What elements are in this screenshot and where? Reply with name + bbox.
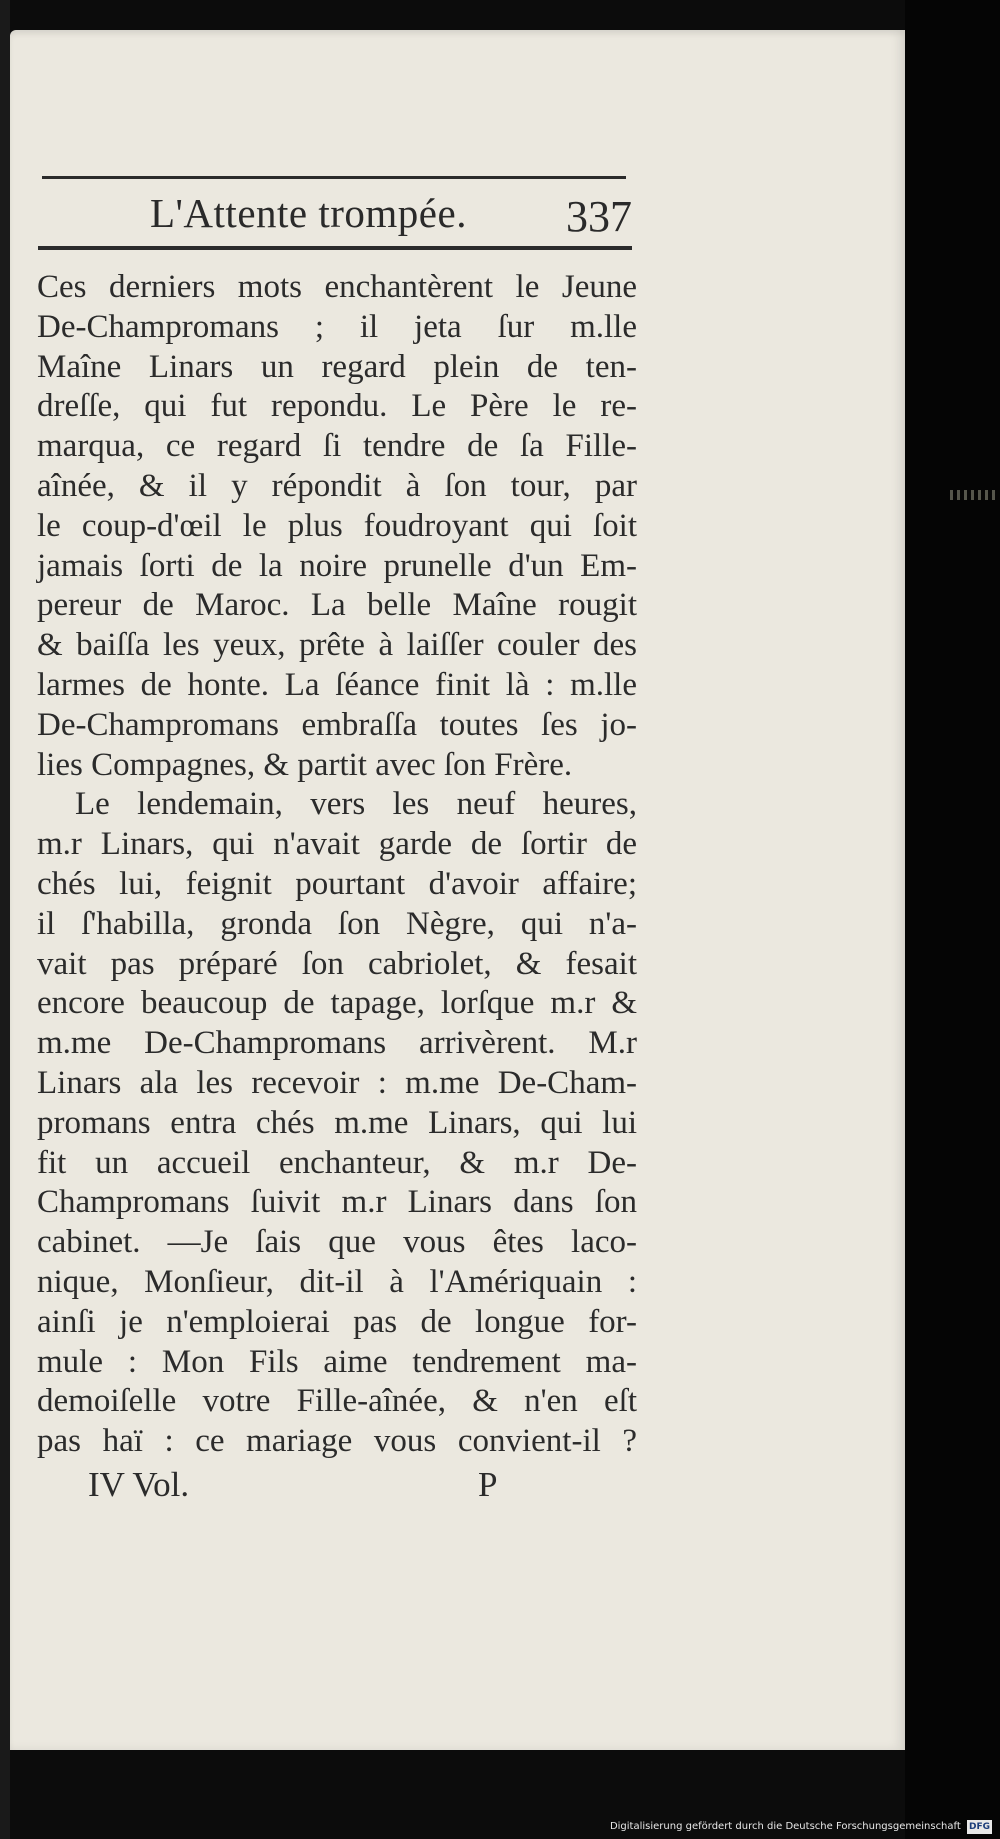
text-line: chés lui, feignit pourtant d'avoir affaire;	[37, 865, 637, 902]
page-number: 337	[566, 192, 632, 241]
text-line: dreſſe, qui fut repondu. Le Père le re-	[37, 388, 637, 425]
text-line: nique, Monſieur, dit-il à l'Amériquain :	[37, 1263, 637, 1300]
text-line: pas haï : ce mariage vous convient-il ?	[37, 1423, 637, 1460]
text-line: vait pas préparé ſon cabriolet, & fesait	[37, 945, 637, 982]
text-line: Le lendemain, vers les neuf heures,	[75, 786, 637, 823]
binding-mark	[950, 490, 995, 500]
text-line: le coup-d'œil le plus foudroyant qui ſoit	[37, 507, 637, 544]
text-line: ainſi je n'emploierai pas de longue for-	[37, 1303, 637, 1340]
text-line: De-Champromans ; il jeta ſur m.lle	[37, 308, 637, 345]
text-line: m.me De-Champromans arrivèrent. M.r	[37, 1025, 637, 1062]
signature-mark: P	[478, 1465, 498, 1504]
text-line: encore beaucoup de tapage, lorſque m.r &	[37, 985, 637, 1022]
text-line: fit un accueil enchanteur, & m.r De-	[37, 1144, 637, 1181]
text-line: marqua, ce regard ſi tendre de ſa Fille-	[37, 428, 637, 465]
running-title: L'Attente trompée.	[150, 190, 467, 236]
scanner-edge-left	[0, 0, 10, 1839]
text-line: larmes de honte. La ſéance finit là : m.lle	[37, 666, 637, 703]
text-line: lies Compagnes, & partit avec ſon Frère.	[37, 746, 573, 783]
text-line: & baiſſa les yeux, prête à laiſſer couler des	[37, 627, 637, 664]
text-line: cabinet. —Je ſais que vous êtes laco-	[37, 1224, 637, 1261]
text-line: Ces derniers mots enchantèrent le Jeune	[37, 269, 637, 305]
text-line: m.r Linars, qui n'avait garde de ſortir de	[37, 826, 637, 863]
body-text	[37, 268, 637, 1462]
header-rule-bottom	[38, 246, 632, 250]
credit-text: Digitalisierung gefördert durch die Deutsche Forschungsgemeinschaft	[609, 1821, 961, 1832]
dfg-logo: DFG	[968, 1822, 990, 1832]
text-line: il ſ'habilla, gronda ſon Nègre, qui n'a-	[37, 905, 637, 942]
text-line: mule : Mon Fils aime tendrement ma-	[37, 1343, 637, 1380]
header-rule-top	[42, 176, 626, 179]
text-line: demoiſelle votre Fille-aînée, & n'en eſt	[37, 1383, 637, 1420]
digitization-credit	[610, 1820, 992, 1834]
text-line: Linars ala les recevoir : m.me De-Cham-	[37, 1064, 637, 1101]
volume-mark: IV Vol.	[88, 1465, 190, 1504]
text-line: jamais ſorti de la noire prunelle d'un Em-	[37, 547, 637, 584]
text-line: Maîne Linars un regard plein de ten-	[37, 348, 637, 385]
scanner-background-right	[905, 0, 1000, 1839]
text-line: pereur de Maroc. La belle Maîne rougit	[37, 587, 637, 624]
text-line: aînée, & il y répondit à ſon tour, par	[37, 467, 637, 504]
text-line: De-Champromans embraſſa toutes ſes jo-	[37, 706, 637, 743]
text-line: promans entra chés m.me Linars, qui lui	[37, 1104, 637, 1141]
text-line: Champromans ſuivit m.r Linars dans ſon	[37, 1184, 637, 1221]
